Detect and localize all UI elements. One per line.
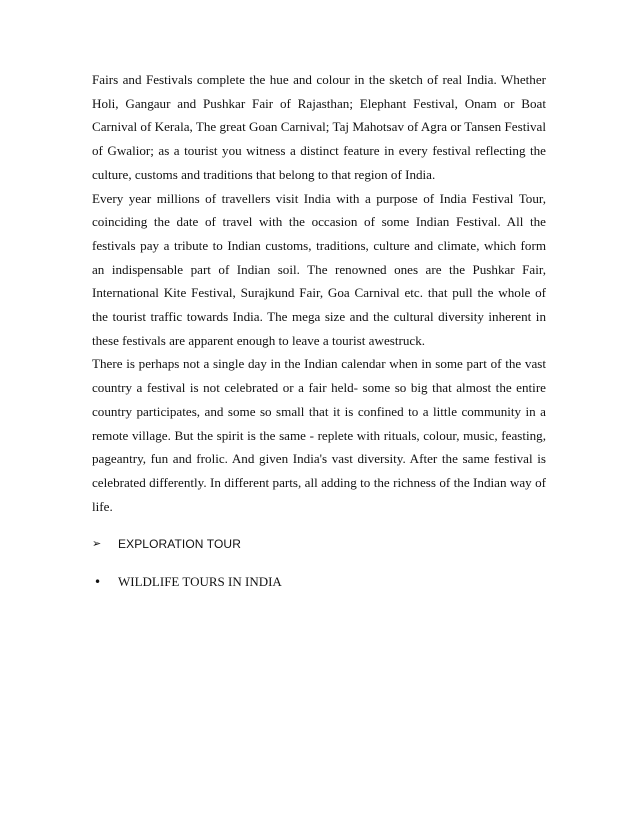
paragraph-festival-tour: Every year millions of travellers visit India with a purpose of India Festival Tour, coinciding the date of travel with the occasion of some Indian Festival. All the festivals pay a tribute to Indian customs, traditions, culture and climate, which form an indispensable part of Indian soil. The renowned ones are the Pushkar Fair, International Kite Festival, Surajkund Fair, Goa Carnival etc. that pull the whole of the tourist traffic towards India. The mega size and the cultural diversity inherent in these festivals are apparent enough to leave a tourist awestruck.: [92, 190, 546, 348]
paragraph-indian-calendar: There is perhaps not a single day in the Indian calendar when in some part of the vast country a festival is not celebrated or a fair held- some so big that almost the entire country participates, and some so small that it is confined to a little community in a remote village. But the spirit is the same - replete with rituals, colour, music, feasting, pageantry, fun and frolic. And given India's vast diversity. After the same festival is celebrated differently. In different parts, all adding to the richness of the Indian way of life.: [92, 356, 546, 514]
tour-links-list: [92, 532, 546, 594]
document-body: [92, 68, 546, 608]
arrow-bullet-icon: ➢: [92, 537, 102, 551]
paragraph-fairs-festivals: Fairs and Festivals complete the hue and colour in the sketch of real India. Whether Holi, Gangaur and Pushkar Fair of Rajasthan; Elephant Festival, Onam or Boat Carnival of Kerala, The great Goan Carnival; Taj Mahotsav of Agra or Tansen Festival of Gwalior; as a tourist you witness a distinct feature in every festival reflecting the culture, customs and traditions that belong to that region of India.: [92, 72, 546, 182]
exploration-tour-label: EXPLORATION TOUR: [118, 537, 241, 552]
list-item-wildlife-tours: [92, 570, 546, 594]
list-item-exploration-tour: [92, 532, 546, 556]
wildlife-tours-label: WILDLIFE TOURS IN INDIA: [118, 574, 282, 590]
dot-bullet-icon: •: [94, 575, 102, 590]
